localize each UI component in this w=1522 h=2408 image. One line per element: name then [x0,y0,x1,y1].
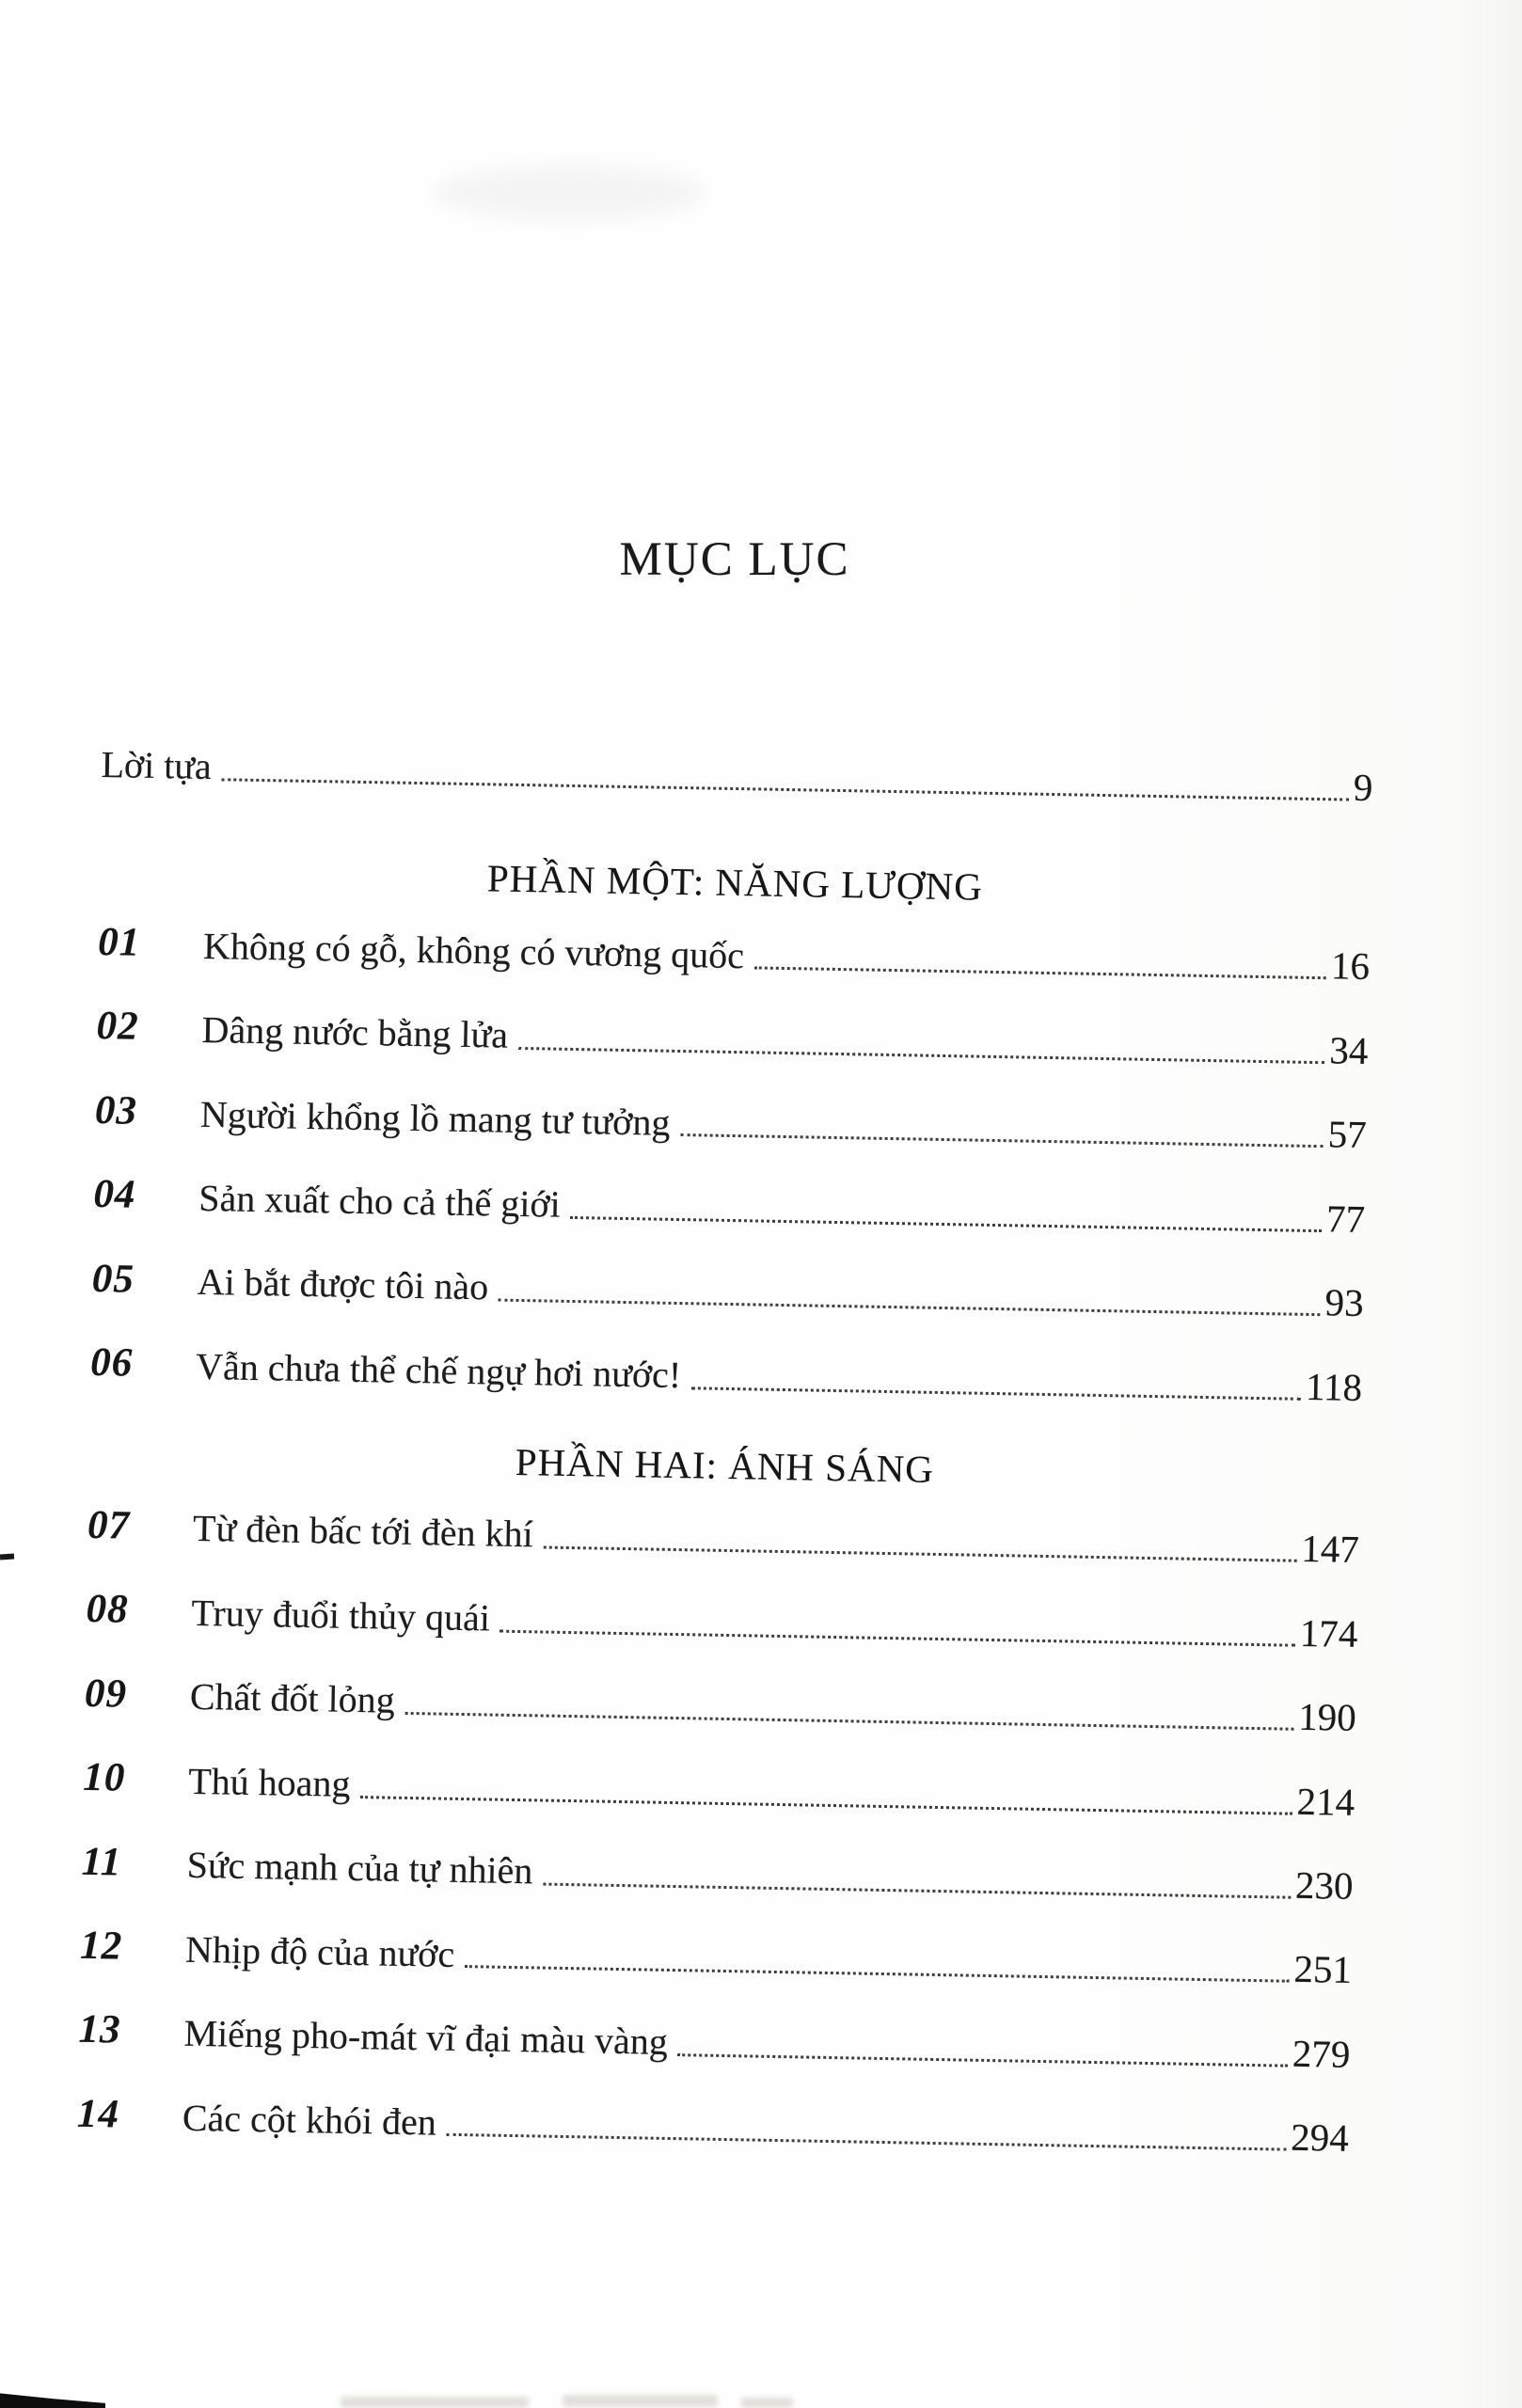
chapter-page: 57 [1327,1112,1368,1157]
dot-leader [360,1796,1292,1815]
chapter-title: Dâng nước bằng lửa [201,1008,509,1056]
dot-leader [754,967,1326,980]
dot-leader [570,1216,1322,1232]
toc-entry [78,2005,1351,2078]
section-rows [77,1501,1360,2162]
toc-entry [87,1501,1360,1574]
chapter-number: 08 [86,1587,129,1632]
scan-artifact-edge-dash [0,1553,14,1560]
chapter-number: 03 [94,1087,138,1133]
chapter-number: 11 [81,1839,122,1885]
dot-leader [518,1047,1324,1064]
toc-entry [90,1339,1363,1411]
chapter-number: 05 [91,1256,135,1302]
toc-entry [93,1170,1366,1243]
preface-label: Lời tựa [101,743,213,788]
toc-entry-preface [101,741,1373,811]
chapter-number: 13 [78,2007,122,2053]
page-title: MỤC LỤC [619,533,850,586]
chapter-page: 34 [1328,1028,1369,1072]
toc-entry [85,1669,1357,1741]
dot-leader [447,2133,1286,2151]
chapter-page: 190 [1297,1694,1357,1739]
toc-entry [98,918,1371,990]
chapter-title: Không có gỗ, không có vương quốc [202,924,745,976]
scan-bleedthrough-smudge [563,2395,718,2407]
chapter-page: 251 [1293,1947,1353,1992]
chapter-number: 01 [97,919,141,965]
chapter-title: Truy đuổi thủy quái [191,1591,491,1640]
dot-leader [543,1546,1296,1562]
chapter-page: 294 [1290,2115,1350,2161]
chapter-number: 04 [93,1172,136,1218]
chapter-number: 12 [79,1923,123,1969]
toc-entry [77,2090,1350,2162]
section-heading: PHẦN HAI: ÁNH SÁNG [515,1439,935,1491]
dot-leader [465,1966,1289,1984]
chapter-number: 09 [84,1671,128,1717]
chapter-title: Thú hoang [187,1759,351,1805]
toc-content [76,741,1373,2196]
toc-entry [83,1753,1356,1826]
chapter-title: Sức mạnh của tự nhiên [186,1844,533,1893]
dot-leader [222,778,1349,800]
dot-leader [680,1133,1323,1148]
dot-leader [691,1386,1301,1401]
chapter-title: Từ đèn bấc tới đèn khí [192,1507,534,1556]
scan-bleedthrough-smudge [341,2397,529,2408]
chapter-page: 230 [1294,1862,1354,1908]
dot-leader [543,1883,1291,1899]
chapter-number: 14 [76,2091,120,2137]
chapter-number: 10 [82,1754,126,1800]
section-heading: PHẦN MỘT: NĂNG LƯỢNG [486,856,984,909]
chapter-title: Miếng pho-mát vĩ đại màu vàng [183,2011,669,2064]
chapter-page: 174 [1299,1610,1358,1656]
chapter-number: 02 [96,1004,140,1050]
chapter-title: Nhịp độ của nước [184,1927,455,1975]
dot-leader [678,2053,1288,2067]
chapter-title: Người khổng lồ mang tư tưởng [199,1092,671,1144]
chapter-title: Ai bắt được tôi nào [197,1260,489,1308]
scan-bleedthrough-smudge [741,2398,793,2408]
chapter-title: Vẫn chưa thể chế ngự hơi nước! [195,1344,682,1397]
section-rows [90,918,1371,1411]
toc-entry [95,1086,1368,1159]
chapter-page: 147 [1301,1527,1360,1572]
chapter-page: 93 [1324,1280,1364,1325]
chapter-number: 07 [87,1502,131,1548]
toc-sections [77,848,1371,2162]
scan-bleedthrough-smudge [433,165,706,221]
dot-leader [404,1712,1293,1731]
dot-leader [499,1299,1320,1317]
chapter-title: Sản xuất cho cả thế giới [198,1176,562,1226]
toc-entry [86,1585,1358,1657]
chapter-page: 16 [1330,943,1371,989]
chapter-page: 214 [1296,1779,1356,1824]
scan-artifact-corner-wedge [0,2392,105,2408]
toc-entry [80,1922,1353,1994]
dot-leader [500,1629,1295,1646]
toc-entry [91,1255,1364,1327]
chapter-number: 06 [89,1340,134,1386]
chapter-page: 118 [1305,1364,1363,1409]
chapter-page: 77 [1325,1196,1366,1241]
chapter-page: 279 [1292,2031,1351,2076]
chapter-title: Chất đốt lỏng [189,1675,396,1722]
chapter-title: Các cột khói đen [182,2096,437,2144]
toc-entry [96,1002,1369,1074]
toc-section [77,1432,1361,2162]
preface-page-number: 9 [1353,765,1373,810]
toc-entry [81,1837,1354,1909]
toc-section [90,848,1371,1411]
